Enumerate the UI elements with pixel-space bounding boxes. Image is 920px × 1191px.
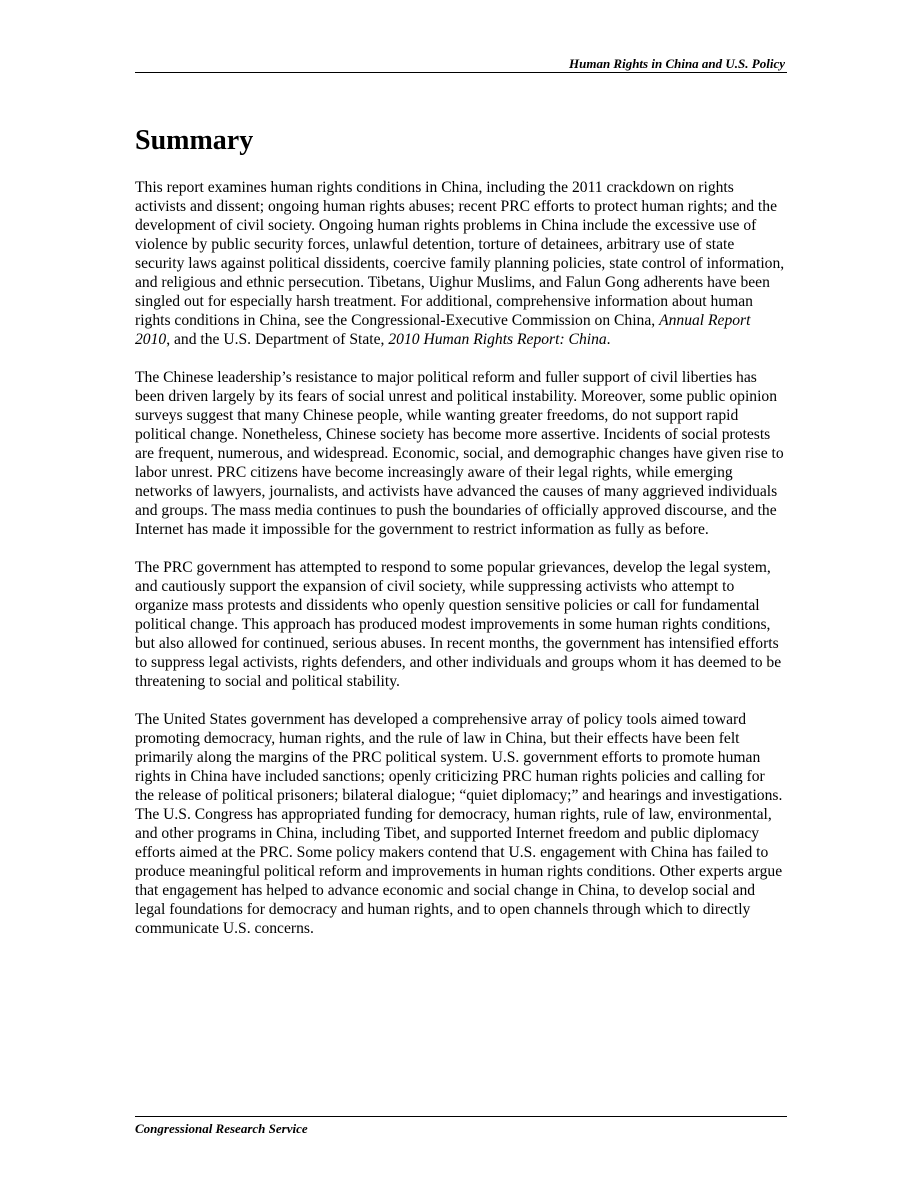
footer-divider xyxy=(135,1116,787,1117)
summary-paragraph-2: The Chinese leadership’s resistance to major political reform and fuller support of civil liberties has been driven largely by its fears of social unrest and political instability. Moreover, some public opinion surveys suggest that many Chinese people, while wanting greater freedoms, do not support rapid political change. Nonetheless, Chinese society has become more assertive. Incidents of social protests are frequent, numerous, and widespread. Economic, social, and demographic changes have given rise to labor unrest. PRC citizens have become increasingly aware of their legal rights, while emerging networks of lawyers, journalists, and activists have advanced the causes of many aggrieved individuals and groups. The mass media continues to push the boundaries of officially approved discourse, and the Internet has made it impossible for the government to restrict information as fully as before. xyxy=(135,369,784,538)
summary-body xyxy=(135,178,787,957)
running-header-title: Human Rights in China and U.S. Policy xyxy=(568,56,785,71)
summary-paragraph-3: The PRC government has attempted to respond to some popular grievances, develop the legal system, and cautiously support the expansion of civil society, while suppressing activists who attempt to organize mass protests and dissidents who openly question sensitive policies or call for fundamental political change. This approach has produced modest improvements in some human rights conditions, but also allowed for continued, serious abuses. In recent months, the government has intensified efforts to suppress legal activists, rights defenders, and other individuals and groups whom it has deemed to be threatening to social and political stability. xyxy=(135,559,782,690)
summary-paragraph-4: The United States government has developed a comprehensive array of policy tools aimed toward promoting democracy, human rights, and the rule of law in China, but their effects have been felt primarily along the margins of the PRC political system. U.S. government efforts to promote human rights in China have included sanctions; openly criticizing PRC human rights policies and calling for the release of political prisoners; bilateral dialogue; “quiet diplomacy;” and hearings and investigations. The U.S. Congress has appropriated funding for democracy, human rights, rule of law, environmental, and other programs in China, including Tibet, and supported Internet freedom and public diplomacy efforts aimed at the PRC. Some policy makers contend that U.S. engagement with China has failed to produce meaningful political reform and improvements in human rights conditions. Other experts argue that engagement has helped to advance economic and social change in China, to develop social and legal foundations for democracy and human rights, and to open channels through which to directly communicate U.S. concerns. xyxy=(135,711,783,937)
summary-paragraph-1 xyxy=(135,178,787,349)
paragraph-1-text: This report examines human rights conditions in China, including the 2011 crackdown on rights activists and dissent; ongoing human rights abuses; recent PRC efforts to protect human rights; and the development of civil society. Ongoing human rights problems in China include the excessive use of violence by public security forces, unlawful detention, torture of detainees, arbitrary use of state security laws against political dissidents, coercive family planning policies, state control of information, and religious and ethnic persecution. Tibetans, Uighur Muslims, and Falun Gong adherents have been singled out for especially harsh treatment. For additional, comprehensive information about human rights conditions in China, see the Congressional-Executive Commission on China, xyxy=(135,179,785,329)
footer-publisher: Congressional Research Service xyxy=(135,1121,308,1136)
citation-state-dept-report: 2010 Human Rights Report: China xyxy=(388,331,607,348)
paragraph-1-mid: , and the U.S. Department of State, xyxy=(166,331,385,348)
citation-annual-report: Annual Report 2010 xyxy=(135,312,751,348)
page-title: Summary xyxy=(135,125,254,156)
header-divider xyxy=(135,72,787,73)
paragraph-1-end: . xyxy=(606,331,611,348)
